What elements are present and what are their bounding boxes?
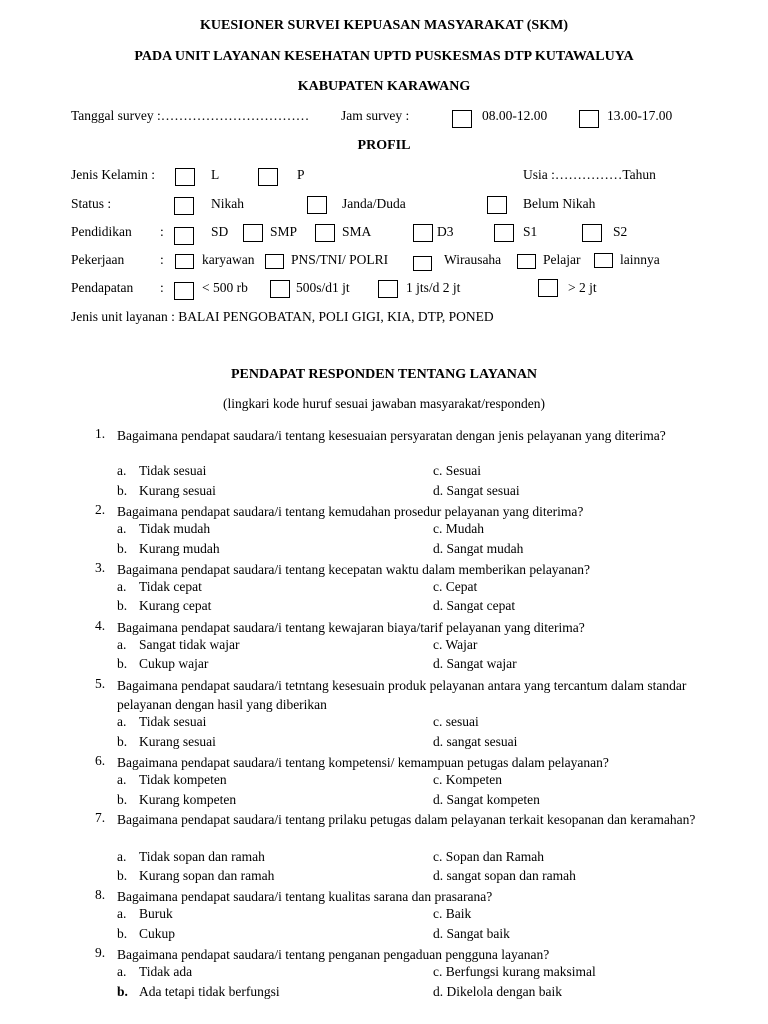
question-number: 1. xyxy=(95,426,106,441)
option-a[interactable]: Tidak sesuai xyxy=(139,714,207,729)
profil-heading: PROFIL xyxy=(357,138,411,153)
education-d3-label: D3 xyxy=(437,224,454,239)
option-b-letter: b. xyxy=(117,868,128,883)
option-c[interactable]: c. Wajar xyxy=(433,637,478,652)
income-label: Pendapatan xyxy=(71,280,134,295)
option-a[interactable]: Tidak sopan dan ramah xyxy=(139,849,265,864)
option-a-letter: a. xyxy=(117,463,127,478)
question-number: 7. xyxy=(95,810,106,825)
job-pns-checkbox[interactable] xyxy=(265,254,284,269)
option-a-letter: a. xyxy=(117,637,127,652)
option-a[interactable]: Tidak ada xyxy=(139,964,193,979)
option-c[interactable]: c. Berfungsi kurang maksimal xyxy=(433,964,596,979)
option-c[interactable]: c. Mudah xyxy=(433,521,484,536)
option-b[interactable]: Kurang sesuai xyxy=(139,734,216,749)
job-pelajar-checkbox[interactable] xyxy=(517,254,536,269)
income-2-label: 500s/d1 jt xyxy=(296,280,350,295)
option-a[interactable]: Buruk xyxy=(139,906,173,921)
option-a-letter: a. xyxy=(117,521,127,536)
option-b-letter: b. xyxy=(117,984,128,999)
option-a-letter: a. xyxy=(117,772,127,787)
option-d[interactable]: d. Sangat baik xyxy=(433,926,510,941)
option-c[interactable]: c. sesuai xyxy=(433,714,479,729)
option-b-letter: b. xyxy=(117,792,128,807)
education-smp-label: SMP xyxy=(270,224,298,239)
income-1-label: < 500 rb xyxy=(202,280,248,295)
option-c[interactable]: c. Cepat xyxy=(433,579,478,594)
option-b[interactable]: Kurang sesuai xyxy=(139,483,216,498)
question-text: Bagaimana pendapat saudara/i tentang kemudahan prosedur pelayanan yang diterima? xyxy=(117,504,584,519)
option-a[interactable]: Sangat tidak wajar xyxy=(139,637,240,652)
question-text: Bagaimana pendapat saudara/i tetntang kesesuain produk pelayanan antara yang tercantum dalam standar pelayanan dengan hasil yang diberikan xyxy=(117,678,687,712)
job-pns-label: PNS/TNI/ POLRI xyxy=(291,252,389,267)
option-d[interactable]: d. Sangat mudah xyxy=(433,541,524,556)
option-d[interactable]: d. sangat sesuai xyxy=(433,734,518,749)
question-text: Bagaimana pendapat saudara/i tentang kompetensi/ kemampuan petugas dalam pelayanan? xyxy=(117,755,609,770)
option-b-letter: b. xyxy=(117,541,128,556)
option-b[interactable]: Kurang sopan dan ramah xyxy=(139,868,275,883)
income-4-label: > 2 jt xyxy=(568,280,597,295)
question-text: Bagaimana pendapat saudara/i tentang kualitas sarana dan prasarana? xyxy=(117,889,493,904)
option-d[interactable]: d. Dikelola dengan baik xyxy=(433,984,562,999)
question-number: 2. xyxy=(95,502,106,517)
question-number: 6. xyxy=(95,753,106,768)
option-c[interactable]: c. Sopan dan Ramah xyxy=(433,849,544,864)
question-number: 5. xyxy=(95,676,106,691)
question-number: 3. xyxy=(95,560,106,575)
service-unit-label: Jenis unit layanan : BALAI PENGOBATAN, POLI GIGI, KIA, DTP, PONED xyxy=(71,309,494,324)
education-colon: : xyxy=(160,224,164,239)
income-3-label: 1 jts/d 2 jt xyxy=(406,280,461,295)
time-morning-label: 08.00-12.00 xyxy=(482,108,548,123)
option-a[interactable]: Tidak mudah xyxy=(139,521,211,536)
option-a-letter: a. xyxy=(117,964,127,979)
status-nikah-checkbox[interactable] xyxy=(174,197,194,215)
time-morning-checkbox[interactable] xyxy=(452,110,472,128)
education-d3-checkbox[interactable] xyxy=(413,224,433,242)
job-wirausaha-label: Wirausaha xyxy=(444,252,502,267)
option-b-letter: b. xyxy=(117,656,128,671)
status-label: Status : xyxy=(71,196,112,211)
option-c[interactable]: c. Baik xyxy=(433,906,472,921)
education-sd-checkbox[interactable] xyxy=(174,227,194,245)
gender-l-checkbox[interactable] xyxy=(175,168,195,186)
option-a-letter: a. xyxy=(117,579,127,594)
income-colon: : xyxy=(160,280,164,295)
education-s2-checkbox[interactable] xyxy=(582,224,602,242)
time-afternoon-label: 13.00-17.00 xyxy=(607,108,673,123)
income-2-checkbox[interactable] xyxy=(270,280,290,298)
question-number: 8. xyxy=(95,887,106,902)
status-nikah-label: Nikah xyxy=(211,196,244,211)
option-d[interactable]: d. Sangat kompeten xyxy=(433,792,540,807)
income-4-checkbox[interactable] xyxy=(538,279,558,297)
gender-label: Jenis Kelamin : xyxy=(71,167,155,182)
option-a-letter: a. xyxy=(117,906,127,921)
education-sd-label: SD xyxy=(211,224,229,239)
survey-date-label: Tanggal survey :…………………………… xyxy=(71,108,310,123)
status-belum-nikah-checkbox[interactable] xyxy=(487,196,507,214)
option-d[interactable]: d. Sangat sesuai xyxy=(433,483,520,498)
education-s1-label: S1 xyxy=(523,224,538,239)
option-b-letter: b. xyxy=(117,926,128,941)
question-text: Bagaimana pendapat saudara/i tentang penganan pengaduan pengguna layanan? xyxy=(117,947,550,962)
option-a[interactable]: Tidak kompeten xyxy=(139,772,227,787)
option-b-letter: b. xyxy=(117,483,128,498)
job-wirausaha-checkbox[interactable] xyxy=(413,256,432,271)
option-b[interactable]: Ada tetapi tidak berfungsi xyxy=(139,984,280,999)
job-karyawan-label: karyawan xyxy=(202,252,255,267)
option-c[interactable]: c. Sesuai xyxy=(433,463,481,478)
question-text: Bagaimana pendapat saudara/i tentang kesesuaian persyaratan dengan jenis pelayanan yang diterima? xyxy=(117,428,666,443)
option-a[interactable]: Tidak cepat xyxy=(139,579,202,594)
gender-p-label: P xyxy=(297,167,305,182)
education-sma-label: SMA xyxy=(342,224,372,239)
education-smp-checkbox[interactable] xyxy=(243,224,263,242)
option-b[interactable]: Cukup wajar xyxy=(139,656,209,671)
status-janda-duda-label: Janda/Duda xyxy=(342,196,406,211)
form-title: KUESIONER SURVEI KEPUASAN MASYARAKAT (SKM) xyxy=(200,18,568,33)
gender-p-checkbox[interactable] xyxy=(258,168,278,186)
income-1-checkbox[interactable] xyxy=(174,282,194,300)
option-b[interactable]: Cukup xyxy=(139,926,176,941)
education-label: Pendidikan xyxy=(71,224,132,239)
option-d[interactable]: d. Sangat wajar xyxy=(433,656,517,671)
option-c[interactable]: c. Kompeten xyxy=(433,772,502,787)
option-b-letter: b. xyxy=(117,598,128,613)
time-afternoon-checkbox[interactable] xyxy=(579,110,599,128)
option-b[interactable]: Kurang mudah xyxy=(139,541,220,556)
option-b-letter: b. xyxy=(117,734,128,749)
option-d[interactable]: d. sangat sopan dan ramah xyxy=(433,868,576,883)
question-number: 4. xyxy=(95,618,106,633)
option-a[interactable]: Tidak sesuai xyxy=(139,463,207,478)
option-d[interactable]: d. Sangat cepat xyxy=(433,598,516,613)
option-a-letter: a. xyxy=(117,714,127,729)
question-number: 9. xyxy=(95,945,106,960)
question-text: Bagaimana pendapat saudara/i tentang kewajaran biaya/tarif pelayanan yang diterima? xyxy=(117,620,585,635)
job-label: Pekerjaan xyxy=(71,252,125,267)
age-field[interactable]: Usia :……………Tahun xyxy=(523,167,656,182)
income-3-checkbox[interactable] xyxy=(378,280,398,298)
job-colon: : xyxy=(160,252,164,267)
option-b[interactable]: Kurang cepat xyxy=(139,598,212,613)
option-b[interactable]: Kurang kompeten xyxy=(139,792,237,807)
job-lainnya-checkbox[interactable] xyxy=(594,253,613,268)
job-pelajar-label: Pelajar xyxy=(543,252,581,267)
survey-time-label: Jam survey : xyxy=(341,108,410,123)
education-s2-label: S2 xyxy=(613,224,628,239)
status-belum-nikah-label: Belum Nikah xyxy=(523,196,596,211)
education-sma-checkbox[interactable] xyxy=(315,224,335,242)
question-text: Bagaimana pendapat saudara/i tentang prilaku petugas dalam pelayanan terkait kesopanan dan keramahan? xyxy=(117,812,696,827)
form-subtitle: PADA UNIT LAYANAN KESEHATAN UPTD PUSKESMAS DTP KUTAWALUYA xyxy=(134,49,634,64)
status-janda-duda-checkbox[interactable] xyxy=(307,196,327,214)
form-region: KABUPATEN KARAWANG xyxy=(297,79,471,94)
opinion-instruction: (lingkari kode huruf sesuai jawaban masyarakat/responden) xyxy=(222,396,545,411)
education-s1-checkbox[interactable] xyxy=(494,224,514,242)
gender-l-label: L xyxy=(211,167,220,182)
job-lainnya-label: lainnya xyxy=(620,252,660,267)
option-a-letter: a. xyxy=(117,849,127,864)
question-text: Bagaimana pendapat saudara/i tentang kecepatan waktu dalam memberikan pelayanan? xyxy=(117,562,591,577)
opinion-heading: PENDAPAT RESPONDEN TENTANG LAYANAN xyxy=(230,367,538,382)
job-karyawan-checkbox[interactable] xyxy=(175,254,194,269)
